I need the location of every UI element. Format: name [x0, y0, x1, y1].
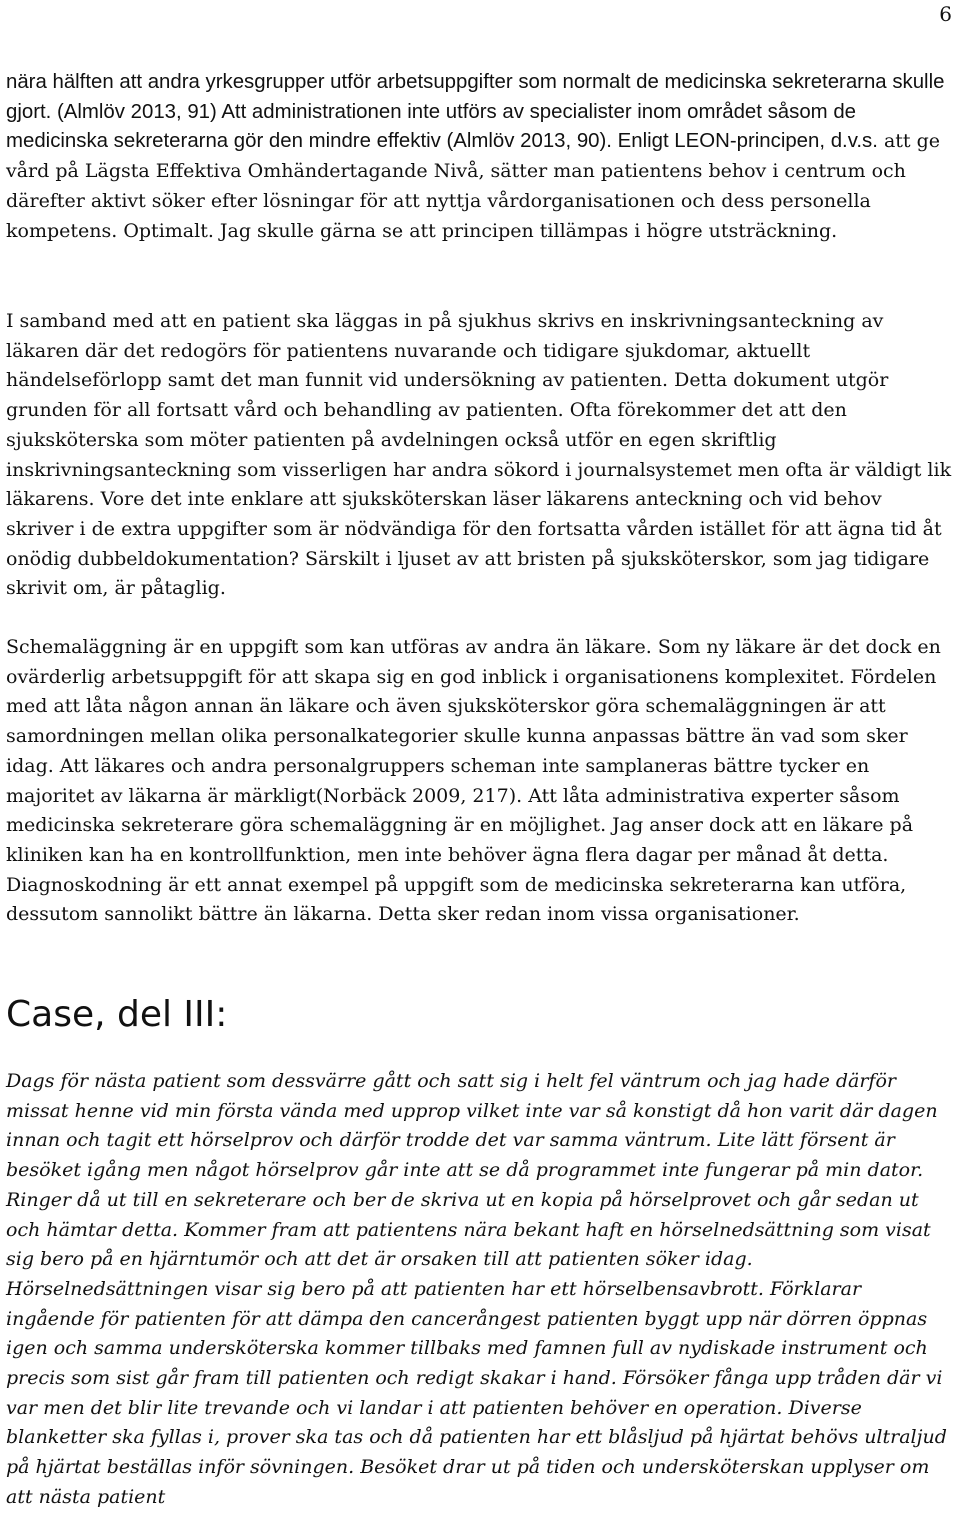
paragraph-leon-principle	[6, 68, 954, 246]
paragraph-leon-principle-serif-part: att ge vård på Lägsta Effektiva Omhändertagande Nivå, sätter man patientens behov i centrum och därefter aktivt söker efter lösningar för att nyttja vårdorganisationen och dess personella kompetens. Optimalt. Jag skulle gärna se att principen tillämpas i högre utsträckning.	[6, 130, 941, 242]
paragraph-case-narrative: Dags för nästa patient som dessvärre gått och satt sig i helt fel väntrum och jag hade därför missat henne vid min första vända med upprop vilket inte var så konstigt då hon varit där dagen innan och tagit ett hörselprov och därför trodde det var samma väntrum. Lite lätt försent är besöket igång men något hörselprov går inte att se då programmet inte fungerar på min dator. Ringer då ut till en sekreterare och ber de skriva ut en kopia på hörselprovet och går sedan ut och hämtar detta. Kommer fram att patientens nära bekant haft en hörselnedsättning som visat sig bero på en hjärntumör och att det är orsaken till att patienten söker idag. Hörselnedsättningen visar sig bero på att patienten har ett hörselbensavbrott. Förklarar ingående för patienten för att dämpa den cancerångest patienten byggt upp när dörren öppnas igen och samma undersköterska kommer tillbaks med famnen full av nydiskade instrument och precis som sist går fram till patienten och redigt skakar i hand. Försöker fånga upp tråden där vi var men det blir lite trevande och vi landar i att patienten behöver en operation. Diverse blanketter ska fyllas i, prover ska tas och då patienten har ett blåsljud på hjärtat behövs ultraljud på hjärtat beställas inför sövningen. Besöket drar ut på tiden och undersköterskan upplyser om att nästa patient	[6, 1070, 947, 1508]
paragraph-admission-notes: I samband med att en patient ska läggas in på sjukhus skrivs en inskrivningsanteckning av läkaren där det redogörs för patientens nuvarande och tidigare sjukdomar, aktuellt händelseförlopp samt det man funnit vid undersökning av patienten. Detta dokument utgör grunden för all fortsatt vård och behandling av patienten. Ofta förekommer det att den sjuksköterska som möter patienten på avdelningen också utför en egen skriftlig inskrivningsanteckning som visserligen har andra sökord i journalsystemet men ofta är väldigt lik läkarens. Vore det inte enklare att sjuksköterskan läser läkarens anteckning och vid behov skriver i de extra uppgifter som är nödvändiga för den fortsatta vården istället för att ägna tid åt onödig dubbeldokumentation? Särskilt i ljuset av att bristen på sjuksköterskor, som jag tidigare skrivit om, är påtaglig.	[6, 310, 952, 600]
section-heading-case: Case, del III:	[6, 994, 228, 1035]
page-number: 6	[939, 2, 952, 26]
paragraph-leon-principle-sans-part: nära hälften att andra yrkesgrupper utför arbetsuppgifter som normalt de medicinska sekreterarna skulle gjort. (Almlöv 2013, 91) Att administrationen inte utförs av specialister inom området såsom de medicinska sekreterarna gör den mindre effektiv (Almlöv 2013, 90). Enligt LEON-principen, d.v.s.	[6, 71, 945, 153]
paragraph-scheduling: Schemaläggning är en uppgift som kan utföras av andra än läkare. Som ny läkare är det dock en ovärderlig arbetsuppgift för att skapa sig en god inblick i organisationens komplexitet. Fördelen med att låta någon annan än läkare och även sjuksköterskor göra schemaläggningen är att samordningen mellan olika personalkategorier skulle kunna anpassas bättre än vad som sker idag. Att läkares och andra personalgruppers scheman inte samplaneras bättre tycker en majoritet av läkarna är märkligt(Norbäck 2009, 217). Att låta administrativa experter såsom medicinska sekreterare göra schemaläggning är en möjlighet. Jag anser dock att en läkare på kliniken kan ha en kontrollfunktion, men inte behöver ägna flera dagar per månad åt detta. Diagnoskodning är ett annat exempel på uppgift som de medicinska sekreterarna kan utföra, dessutom sannolikt bättre än läkarna. Detta sker redan inom vissa organisationer.	[6, 636, 941, 926]
